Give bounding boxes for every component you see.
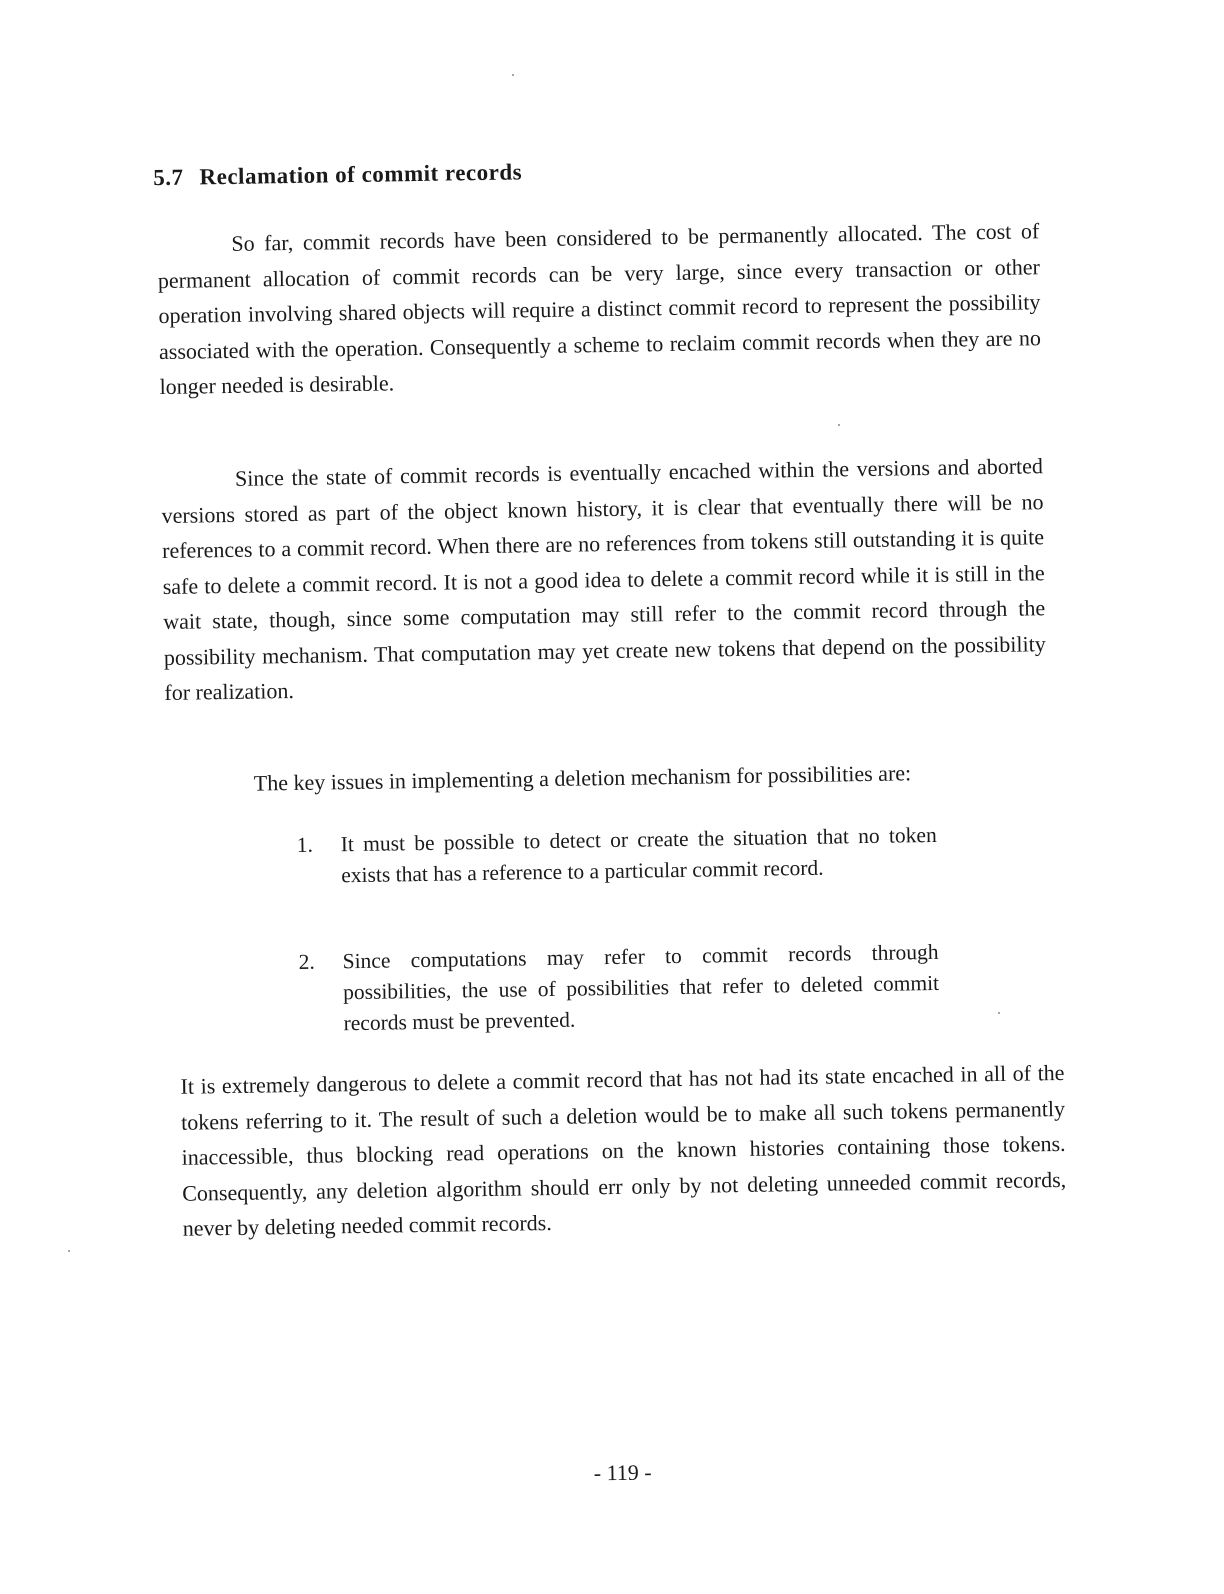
scan-speck: [512, 74, 514, 76]
list-item: [298, 937, 939, 1040]
scan-speck: [838, 424, 840, 426]
list-marker: 2.: [298, 949, 315, 974]
list-item-text: Since computations may refer to commit records through possibilities, the use of possibilities that refer to deleted commit records must be prevented.: [342, 939, 940, 1036]
section-heading: [153, 159, 522, 191]
paragraph-2: Since the state of commit records is eventually encached within the versions and aborted versions stored as part of the object known history, it is clear that eventually there will be no references to a commit record. When there are no references from tokens still outstanding it is quite safe to delete a commit record. It is not a good idea to delete a commit record while it is still in the wait state, though, since some computation may still refer to the commit record through the possibility mechanism. That computation may yet create new tokens that depend on the possibility for realization.: [161, 453, 1046, 706]
paragraph-1: So far, commit records have been considered to be permanently allocated. The cost of permanent allocation of commit records can be very large, since every transaction or other operation involving shared objects will require a distinct commit record to represent the possibility associated with the operation. Consequently a scheme to reclaim commit records when they are no longer needed is desirable.: [157, 218, 1042, 400]
closing-paragraph: It is extremely dangerous to delete a commit record that has not had its state encached in all of the tokens referring to it. The result of such a deletion would be to make all such tokens permanently inaccessible, thus blocking read operations on the known histories containing those tokens. Consequently, any deletion algorithm should err only by not deleting unneeded commit records, never by deleting needed commit records.: [180, 1059, 1067, 1241]
list-marker: 1.: [296, 832, 314, 857]
section-number: 5.7: [153, 164, 184, 191]
list-item: [297, 820, 938, 892]
paragraph-3: The key issues in implementing a deletion mechanism for possibilities are:: [253, 760, 912, 796]
scan-speck: [998, 1012, 1000, 1014]
section-title: Reclamation of commit records: [199, 159, 523, 190]
scan-speck: [68, 1250, 70, 1252]
page-number: - 119 -: [593, 1459, 652, 1486]
list-item-text: It must be possible to detect or create the situation that no token exists that has a reference to a particular commit record.: [340, 822, 937, 888]
